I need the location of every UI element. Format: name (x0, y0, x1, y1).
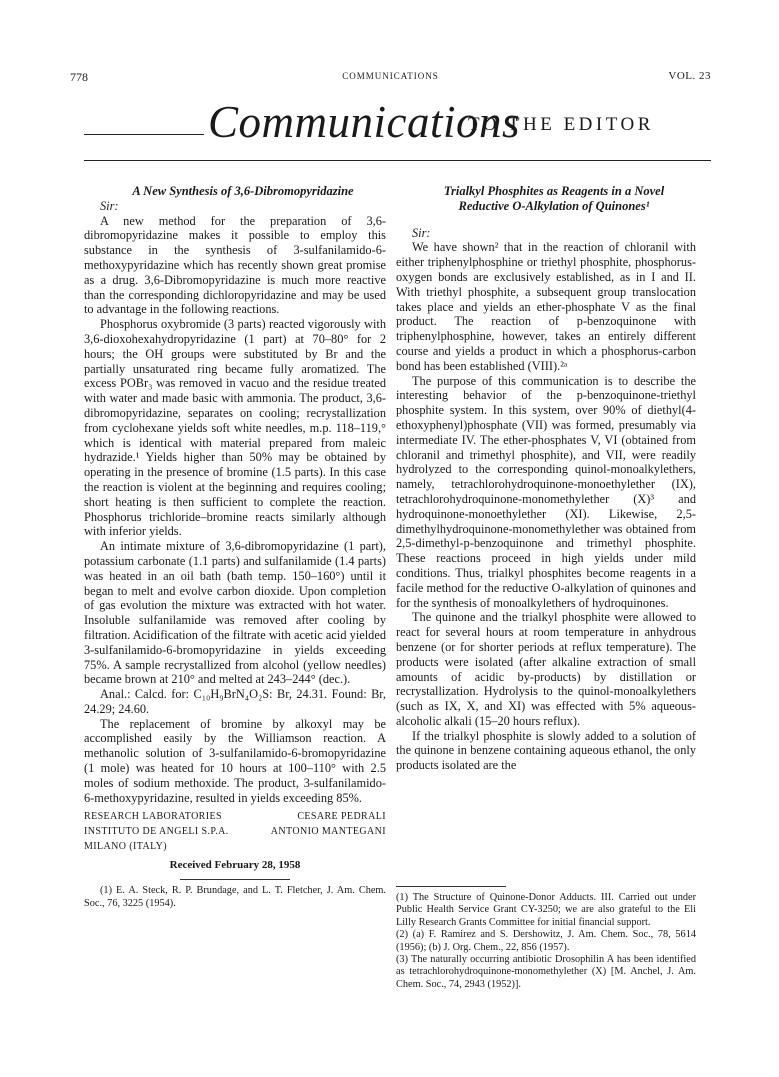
salutation: Sir: (412, 225, 431, 240)
signature-line (84, 840, 386, 855)
right-footnotes (396, 886, 696, 991)
author-name: CESARE PEDRALI (297, 811, 386, 823)
signature-line (84, 810, 386, 825)
paragraph: Phosphorus oxybromide (3 parts) reacted vigorously with 3,6-dioxohexahydropyridazine (1 part) at 70–80° for 2 hours; the OH groups were substituted by Br and the partially unsaturated ring became fully aromatized. The excess POBr₃ was removed in vacuo and the residue treated with water and made basic with ammonia. The product, 3,6-dibromopyridazine, separates on cooling; recrystallization from cyclohexane yields soft white needles, m.p. 118–119,° which is identical with material prepared from maleic hydrazide.¹ Yields higher than 50% may be obtained by operating in the presence of bromine (1.5 parts). In this case the reaction is violent at the beginning and requires cooling; short heating is then sufficient to complete the reaction. Phosphorus trichloride–bromine reacts similarly although with inferior yields. (84, 317, 386, 539)
paragraph: We have shown² that in the reaction of chloranil with either triphenylphosphine or triethyl phosphite, phosphorus-oxygen bonds are exclusively established, as in I and II. With triethyl phosphite, a subsequent group translocation takes place and yields an ether-phosphate V as the final product. The reaction of p-benzoquinone with triphenylphosphine, however, takes an entirely different course and yields a product in which a phosphorus-carbon bond has been established (VIII).²ᵃ (396, 240, 696, 373)
footnote: (1) E. A. Steck, R. P. Brundage, and L. T. Fletcher, J. Am. Chem. Soc., 76, 3225 (1954). (84, 885, 386, 909)
signature-line (84, 825, 386, 840)
banner-title: Communications (208, 97, 521, 147)
volume-label: VOL. 23 (668, 70, 711, 82)
received-date: Received February 28, 1958 (169, 859, 301, 872)
affiliation: INSTITUTO DE ANGELI S.P.A. (84, 826, 229, 838)
paragraph: The replacement of bromine by alkoxyl may be accomplished easily by the Williamson reaction. A methanolic solution of 3-sulfanilamido-6-bromopyridazine (1 mole) was heated for 10 hours at 100–110° with 2.5 moles of sodium methoxide. The product, 3-sulfanilamido-6-methoxypyridazine, resulted in yields exceeding 85%. (84, 716, 386, 805)
article-title: Trialkyl Phosphites as Reagents in a Novel (443, 184, 665, 198)
section-banner (84, 96, 711, 152)
running-header (70, 70, 711, 88)
footnote: (2) (a) F. Ramirez and S. Dershowitz, J. Am. Chem. Soc., 78, 5614 (1956); (b) J. Org. Chem., 22, 856 (1957). (396, 929, 696, 953)
affiliation: RESEARCH LABORATORIES (84, 811, 222, 823)
author-name: ANTONIO MANTEGANI (270, 826, 386, 838)
paragraph: If the trialkyl phosphite is slowly added to a solution of the quinone in benzene containing aqueous ethanol, the only products isolated are the (396, 728, 696, 773)
salutation: Sir: (100, 198, 119, 213)
banner-subtitle: TO THE EDITOR (468, 114, 654, 135)
paragraph: An intimate mixture of 3,6-dibromopyridazine (1 part), potassium carbonate (1.1 parts) and sulfanilamide (1.4 parts) was heated in an oil bath (bath temp. 150–160°) until it began to melt and evolve carbon dioxide. Upon completion of gas evolution the mixture was extracted with hot water. Insoluble sulfanilamide was removed after cooling by filtration. Acidification of the filtrate with acetic acid yielded 3-sulfanilamido-6-bromopyridazine in yields exceeding 75%. A sample recrystallized from alcohol (yellow needles) became brown at 210° and melted at 243–244° (dec.). (84, 539, 386, 687)
paragraph: The purpose of this communication is to describe the interesting behavior of the p-benzoquinone-triethyl phosphite system. In this system, over 90% of diethyl(4-ethoxyphenyl)phosphate (VII) was formed, presumably via intermediate IV. The ether-phosphates V, VI (obtained from chloranil and trimethyl phosphite), and VII, were readily hydrolyzed to the corresponding quinol-monoalkylethers, namely, tetrachlorohydroquinone-monoethylether (IX), tetrachlorohydroquinone-monomethylether (X)³ and hydroquinone-monoethylether (XI). Likewise, 2,5-dimethylhydroquinone-monomethylether was obtained from 2,5-dimethyl-p-benzoquinone and trimethyl phosphite. These reactions proceed in high yields under mild conditions. Thus, trialkyl phosphites become reagents in a facile method for the reductive O-alkylation of quinones and for the synthesis of monoalkylethers of hydroquinones. (396, 373, 696, 610)
banner-rule (84, 160, 711, 161)
left-column (84, 184, 386, 910)
affiliation: MILANO (ITALY) (84, 841, 167, 853)
footnote: (3) The naturally occurring antibiotic Drosophilin A has been identified as tetrachlorohydroquinone-monomethylether (X) [M. Anchel, J. Am. Chem. Soc., 74, 2943 (1952)]. (396, 954, 696, 990)
article-title: A New Synthesis of 3,6-Dibromopyridazine (132, 184, 354, 198)
paragraph: The quinone and the trialkyl phosphite were allowed to react for several hours at room temperature in anhydrous benzene (or for shorter periods at reflux temperature). The products were isolated (after alkaline extraction of small amounts of acidic by-products) by distillation or recrystallization. Hydrolysis to the quinol-monoalkylethers (such as IX, X, and XI) was effected with 5% aqueous-alcoholic alkali (15–20 hours reflux). (396, 610, 696, 728)
paragraph: A new method for the preparation of 3,6-dibromopyridazine makes it possible to employ this substance in the synthesis of 3-sulfanilamido-6-methoxypyridazine which has recently shown great promise as a drug. 3,6-Dibromopyridazine is much more reactive than the corresponding dichloropyridazine and may be used to advantage in the following reactions. (84, 213, 386, 317)
running-title: COMMUNICATIONS (342, 71, 439, 81)
footnote-rule (396, 886, 506, 887)
footnote-rule (180, 879, 290, 880)
paragraph: Anal.: Calcd. for: C₁₀H₉BrN₄O₂S: Br, 24.31. Found: Br, 24.29; 24.60. (84, 687, 386, 716)
page-number: 778 (70, 70, 88, 84)
right-column (396, 184, 696, 773)
article-title-cont: Reductive O-Alkylation of Quinones¹ (458, 198, 650, 213)
footnote: (1) The Structure of Quinone-Donor Adducts. III. Carried out under Public Health Service Grant CY-3250; we are also grateful to the Eli Lilly Research Grants Committee for initial financial support. (396, 892, 696, 928)
banner-left-rule (84, 134, 204, 135)
